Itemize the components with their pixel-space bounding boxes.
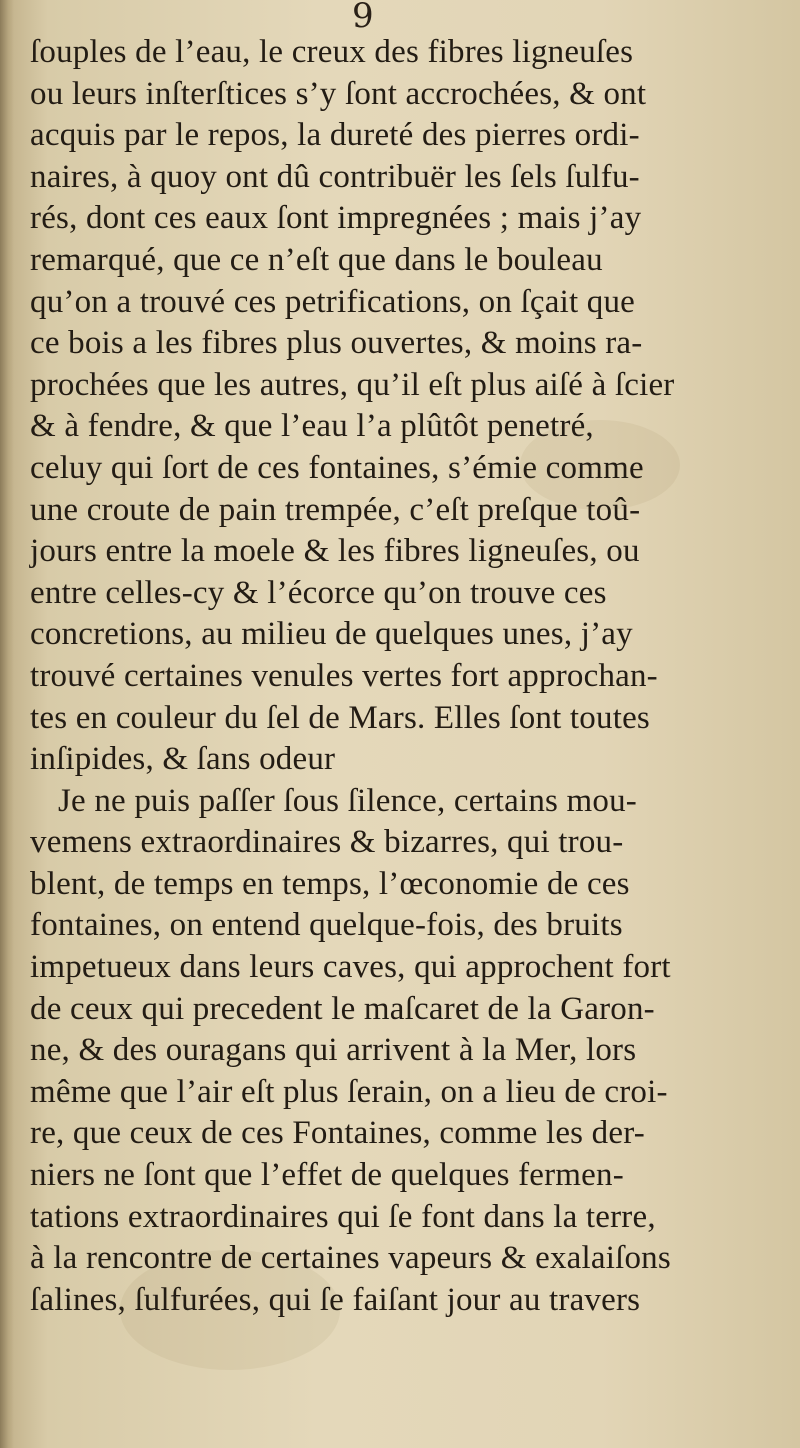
text-line: ne, & des ouragans qui arrivent à la Mer, lors [30, 1032, 637, 1069]
text-line: remarqué, que ce n’eſt que dans le bouleau [30, 241, 603, 278]
body-text [30, 32, 790, 1321]
text-line: ſalines, ſulfurées, qui ſe faiſant jour au travers [30, 1281, 641, 1318]
text-line: fontaines, on entend quelque-fois, des bruits [30, 907, 623, 944]
text-line: à la rencontre de certaines vapeurs & exalaiſons [30, 1240, 671, 1277]
text-line: même que l’air eſt plus ſerain, on a lieu de croi- [30, 1073, 668, 1110]
text-line: prochées que les autres, qu’il eſt plus aiſé à ſcier [30, 366, 675, 403]
text-line: acquis par le repos, la dureté des pierres ordi- [30, 117, 640, 154]
text-line: re, que ceux de ces Fontaines, comme les der- [30, 1115, 645, 1152]
text-line: tations extraordinaires qui ſe font dans la terre, [30, 1198, 656, 1235]
text-line: & à fendre, & que l’eau l’a plûtôt penetré, [30, 408, 594, 445]
text-line: blent, de temps en temps, l’œconomie de ces [30, 865, 630, 902]
text-line: niers ne ſont que l’effet de quelques fermen- [30, 1157, 624, 1194]
text-line: concretions, au milieu de quelques unes, j’ay [30, 616, 633, 653]
text-line: rés, dont ces eaux ſont impregnées ; mais j’ay [30, 200, 642, 237]
text-line: jours entre la moele & les fibres ligneuſes, ou [30, 533, 640, 570]
text-line: de ceux qui precedent le maſcaret de la Garon- [30, 990, 655, 1027]
text-line: qu’on a trouvé ces petrifications, on ſçait que [30, 283, 636, 320]
page-gutter [0, 0, 14, 1448]
text-line: trouvé certaines venules vertes fort approchan- [30, 657, 658, 694]
text-line: une croute de pain trempée, c’eſt preſque toû- [30, 491, 641, 528]
page-number: 9 [352, 0, 374, 36]
text-line: ou leurs inſterſtices s’y ſont accrochées, & ont [30, 75, 647, 112]
text-line: celuy qui ſort de ces fontaines, s’émie comme [30, 449, 644, 486]
text-line: naires, à quoy ont dû contribuër les ſels ſulfu- [30, 158, 640, 195]
paragraph-start-line: Je ne puis paſſer ſous ſilence, certains mou- [58, 782, 637, 819]
text-line: tes en couleur du ſel de Mars. Elles ſont toutes [30, 699, 650, 736]
text-line: inſipides, & ſans odeur [30, 741, 336, 778]
text-line: ce bois a les fibres plus ouvertes, & moins ra- [30, 325, 643, 362]
text-line: impetueux dans leurs caves, qui approchent fort [30, 949, 671, 986]
text-line: entre celles-cy & l’écorce qu’on trouve ces [30, 574, 607, 611]
text-line: ſouples de l’eau, le creux des fibres ligneuſes [30, 34, 634, 70]
text-line: vemens extraordinaires & bizarres, qui trou- [30, 824, 624, 861]
